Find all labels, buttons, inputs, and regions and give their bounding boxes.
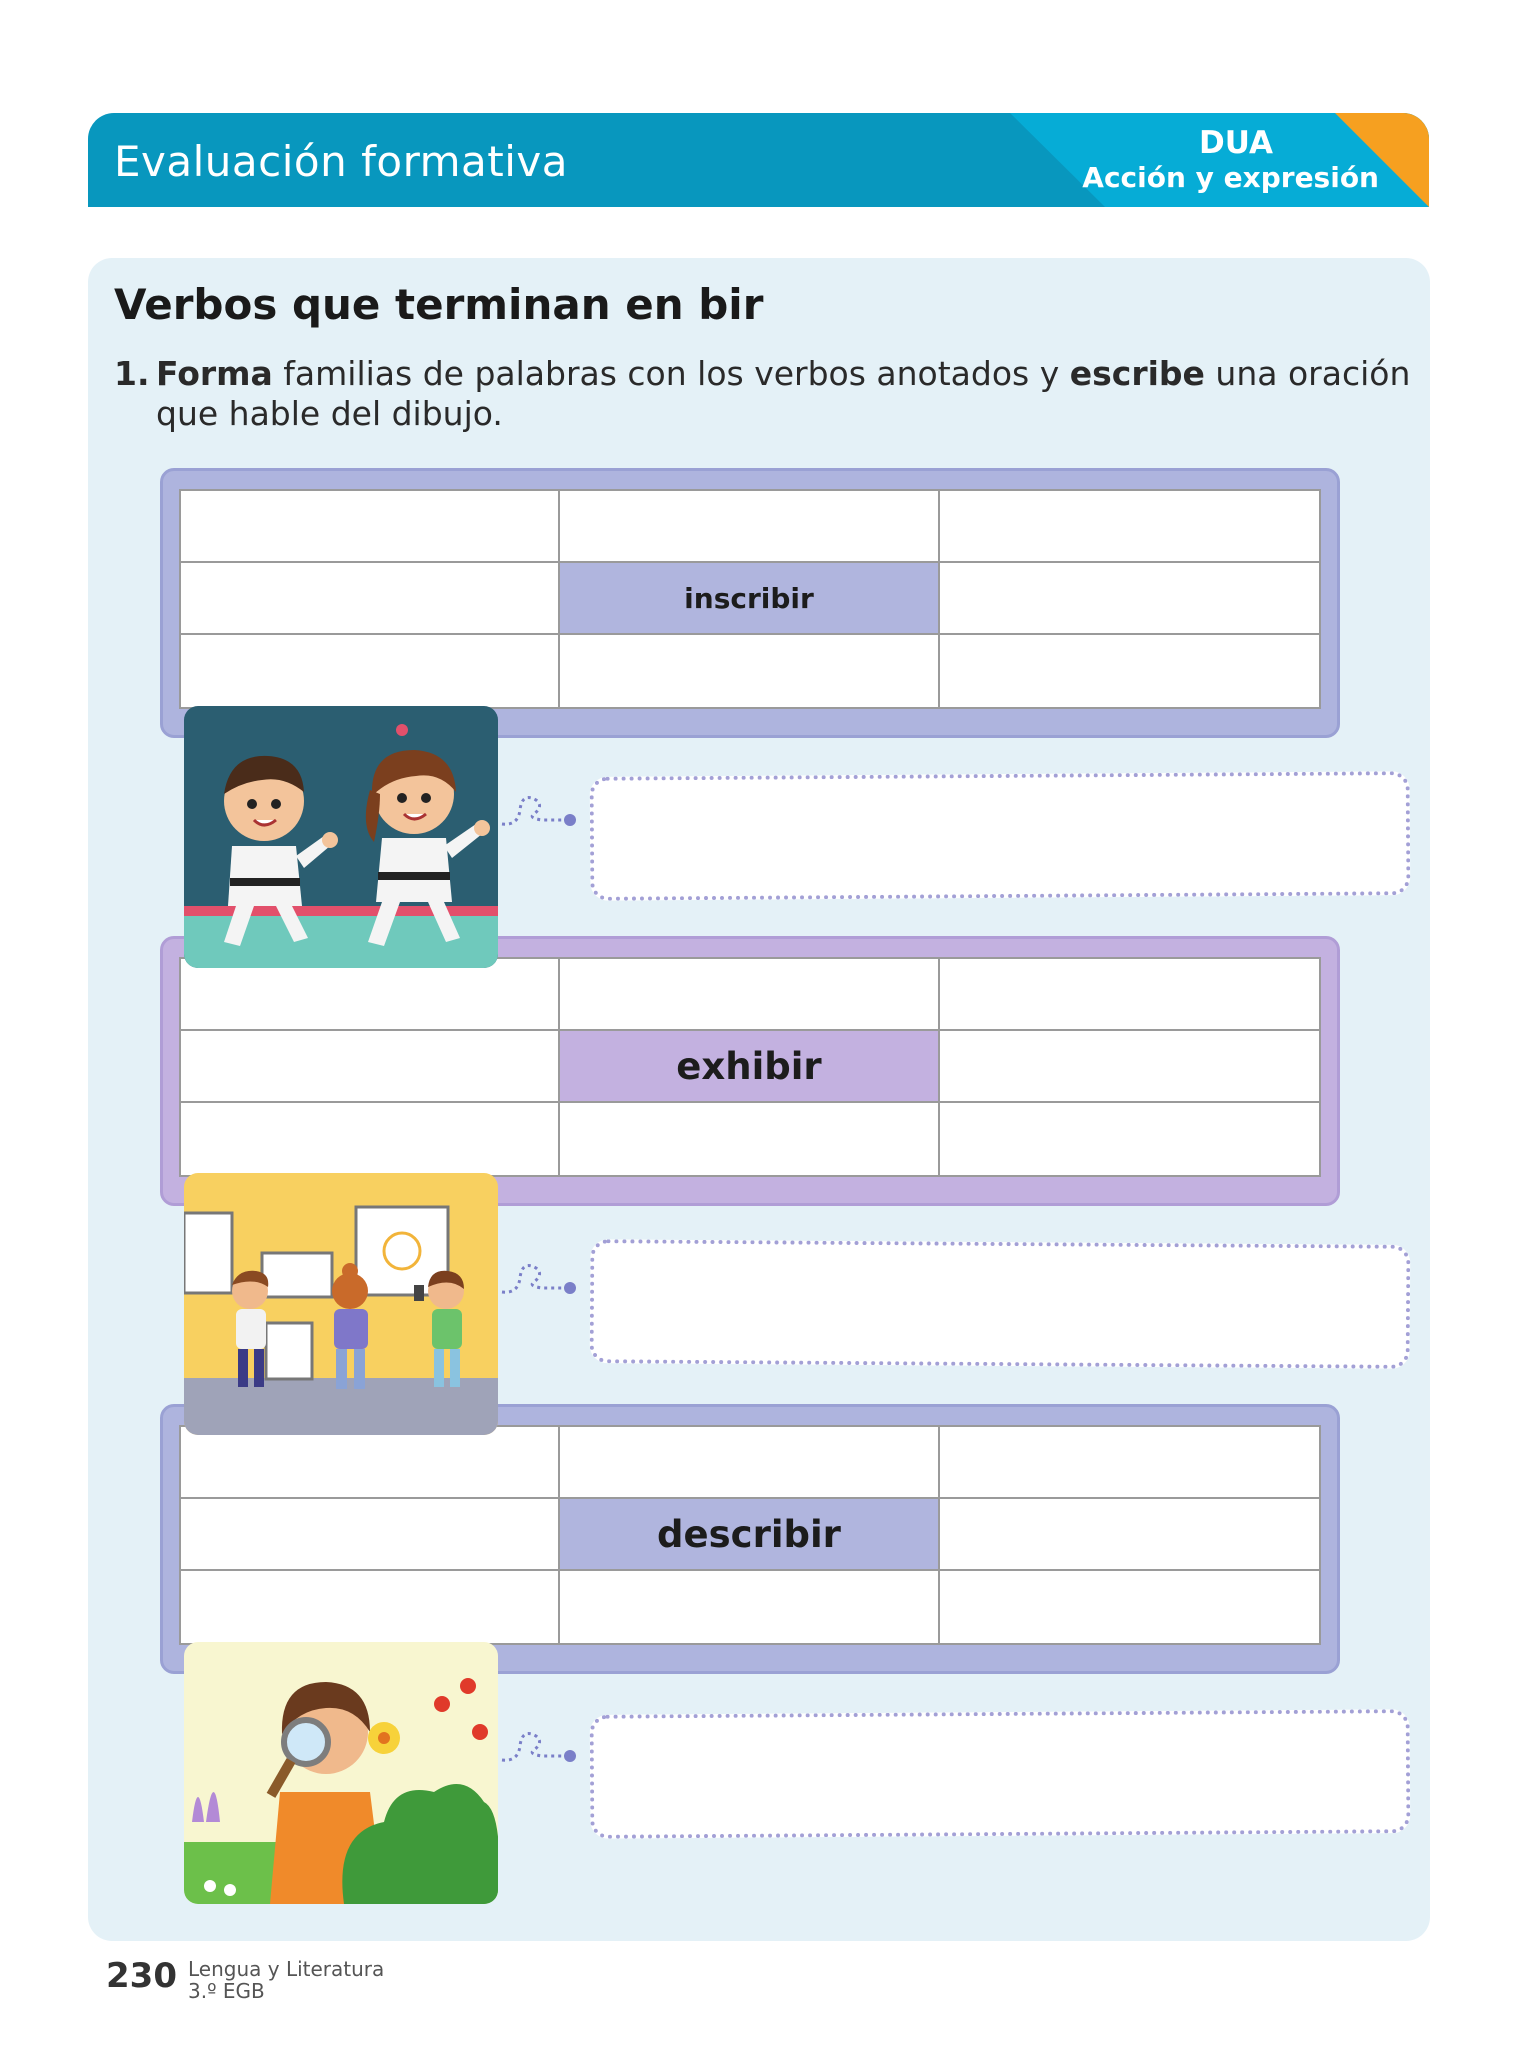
word-cell[interactable] <box>181 1427 560 1499</box>
verb-cell-exhibir: exhibir <box>560 1031 939 1103</box>
dotted-connector-2 <box>498 1248 578 1308</box>
instruction-text-2: una oración <box>1204 354 1411 393</box>
word-cell[interactable] <box>940 635 1319 707</box>
word-cell[interactable] <box>181 635 560 707</box>
word-cell[interactable] <box>560 1427 939 1499</box>
instruction-text-1: familias de palabras con los verbos anotados y <box>272 354 1070 393</box>
dotted-connector-1 <box>498 780 578 840</box>
instruction-bold-escribe: escribe <box>1069 354 1205 393</box>
word-family-table-inscribir <box>160 468 1340 738</box>
subject-label <box>188 1958 384 2002</box>
sentence-answer-box-1[interactable] <box>590 771 1411 901</box>
word-cell[interactable] <box>940 959 1319 1031</box>
activity-panel <box>88 258 1430 1941</box>
word-family-table-describir <box>160 1404 1340 1674</box>
verb-cell-describir: describir <box>560 1499 939 1571</box>
word-cell[interactable] <box>181 491 560 563</box>
word-cell[interactable] <box>181 563 560 635</box>
word-cell[interactable] <box>181 959 560 1031</box>
dotted-connector-3 <box>498 1716 578 1776</box>
subject-name: Lengua y Literatura <box>188 1957 385 1981</box>
art-exhibition-illustration <box>184 1173 498 1435</box>
verb-cell-inscribir: inscribir <box>560 563 939 635</box>
word-cell[interactable] <box>940 1103 1319 1175</box>
section-header-band <box>88 113 1429 207</box>
word-cell[interactable] <box>940 1571 1319 1643</box>
activity-number: 1. <box>114 354 150 393</box>
word-cell[interactable] <box>940 1031 1319 1103</box>
grade-label: 3.º EGB <box>188 1979 265 2003</box>
word-cell[interactable] <box>940 1427 1319 1499</box>
word-cell[interactable] <box>560 1571 939 1643</box>
instruction-text-3: que hable del dibujo. <box>156 394 503 433</box>
word-cell[interactable] <box>181 1031 560 1103</box>
page-number: 230 <box>106 1956 177 1996</box>
word-family-table-exhibir <box>160 936 1340 1206</box>
instruction-bold-forma: Forma <box>156 354 273 393</box>
word-cell[interactable] <box>181 1103 560 1175</box>
dua-badge-subtitle: Acción y expresión <box>1082 161 1379 194</box>
activity-title: Verbos que terminan en bir <box>114 280 764 329</box>
sentence-answer-box-2[interactable] <box>590 1239 1411 1369</box>
word-cell[interactable] <box>560 1103 939 1175</box>
word-cell[interactable] <box>560 959 939 1031</box>
word-cell[interactable] <box>940 563 1319 635</box>
sentence-answer-box-3[interactable] <box>590 1709 1411 1839</box>
word-cell[interactable] <box>560 635 939 707</box>
word-cell[interactable] <box>181 1499 560 1571</box>
word-cell[interactable] <box>940 1499 1319 1571</box>
word-cell[interactable] <box>181 1571 560 1643</box>
karate-kids-illustration <box>184 706 498 968</box>
activity-instruction <box>114 354 1414 434</box>
word-cell[interactable] <box>560 491 939 563</box>
word-cell[interactable] <box>940 491 1319 563</box>
girl-magnifying-glass-flowers-illustration <box>184 1642 498 1904</box>
dua-badge-title: DUA <box>1199 125 1273 161</box>
header-title: Evaluación formativa <box>114 137 568 186</box>
